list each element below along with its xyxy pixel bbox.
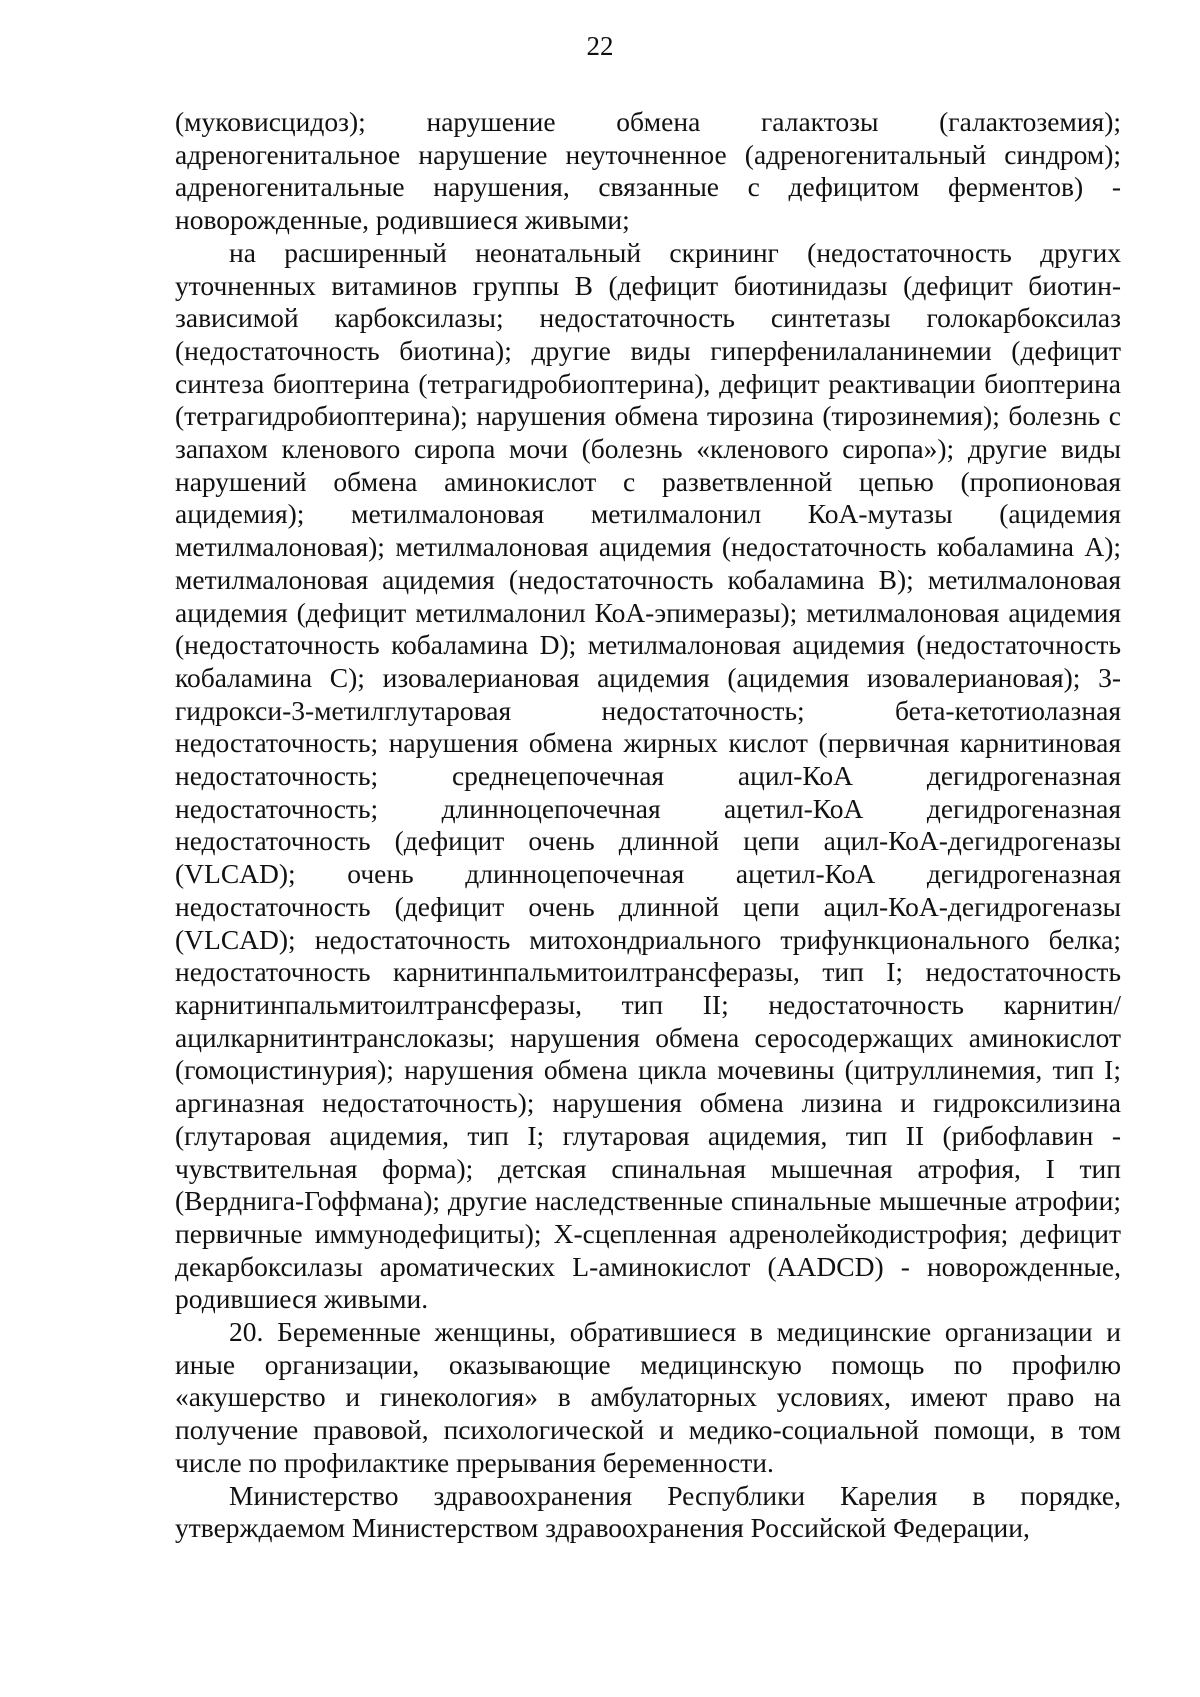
paragraph-ministry: Министерство здравоохранения Республики Карелия в порядке, утверждаемом Министерством здравоохранения Российской Федерации, <box>175 1479 1121 1544</box>
paragraph-extended-screening: на расширенный неонатальный скрининг (недостаточность других уточненных витаминов группы B (дефицит биотинидазы (дефицит биотин-зависимой карбоксилазы; недостаточность синтетазы голокарбоксилаз (недостаточность биотина); другие виды гиперфенилаланинемии (дефицит синтеза биоптерина (тетрагидробиоптерина), дефицит реактивации биоптерина (тетрагидробиоптерина); нарушения обмена тирозина (тирозинемия); болезнь с запахом кленового сиропа мочи (болезнь «кленового сиропа»); другие виды нарушений обмена аминокислот с разветвленной цепью (пропионовая ацидемия); метилмалоновая метилмалонил КоА-мутазы (ацидемия метилмалоновая); метилмалоновая ацидемия (недостаточность кобаламина A); метилмалоновая ацидемия (недостаточность кобаламина B); метилмалоновая ацидемия (дефицит метилмалонил КоА-эпимеразы); метилмалоновая ацидемия (недостаточность кобаламина D); метилмалоновая ацидемия (недостаточность кобаламина C); изовалериановая ацидемия (ацидемия изовалериановая); 3-гидрокси-3-метилглутаровая недостаточность; бета-кетотиолазная недостаточность; нарушения обмена жирных кислот (первичная карнитиновая недостаточность; среднецепочечная ацил-КоА дегидрогеназная недостаточность; длинноцепочечная ацетил-КоА дегидрогеназная недостаточность (дефицит очень длинной цепи ацил-КоА-дегидрогеназы (VLCAD); очень длинноцепочечная ацетил-КоА дегидрогеназная недостаточность (дефицит очень длинной цепи ацил-КоА-дегидрогеназы (VLCAD); недостаточность митохондриального трифункционального белка; недостаточность карнитинпальмитоилтрансферазы, тип I; недостаточность карнитинпальмитоилтрансферазы, тип II; недостаточность карнитин/ацилкарнитинтранслоказы; нарушения обмена серосодержащих аминокислот (гомоцистинурия); нарушения обмена цикла мочевины (цитруллинемия, тип I; аргиназная недостаточность); нарушения обмена лизина и гидроксилизина (глутаровая ацидемия, тип I; глутаровая ацидемия, тип II (рибофлавин - чувствительная форма); детская спинальная мышечная атрофия, I тип (Верднига-Гоффмана); другие наследственные спинальные мышечные атрофии; первичные иммунодефициты); X-сцепленная адренолейкодистрофия; дефицит декарбоксилазы ароматических L-аминокислот (AADCD) - новорожденные, родившиеся живыми. <box>175 236 1121 1315</box>
paragraph-muko-continuation: (муковисцидоз); нарушение обмена галактозы (галактоземия); адреногенитальное нарушение неуточненное (адреногенитальный синдром); адреногенитальные нарушения, связанные с дефицитом ферментов) - новорожденные, родившиеся живыми; <box>175 106 1121 236</box>
page-number: 22 <box>586 31 614 61</box>
document-body <box>175 106 1121 1545</box>
paragraph-item-20: 20. Беременные женщины, обратившиеся в медицинские организации и иные организации, оказывающие медицинскую помощь по профилю «акушерство и гинекология» в амбулаторных условиях, имеют право на получение правовой, психологической и медико-социальной помощи, в том числе по профилактике прерывания беременности. <box>175 1316 1121 1478</box>
